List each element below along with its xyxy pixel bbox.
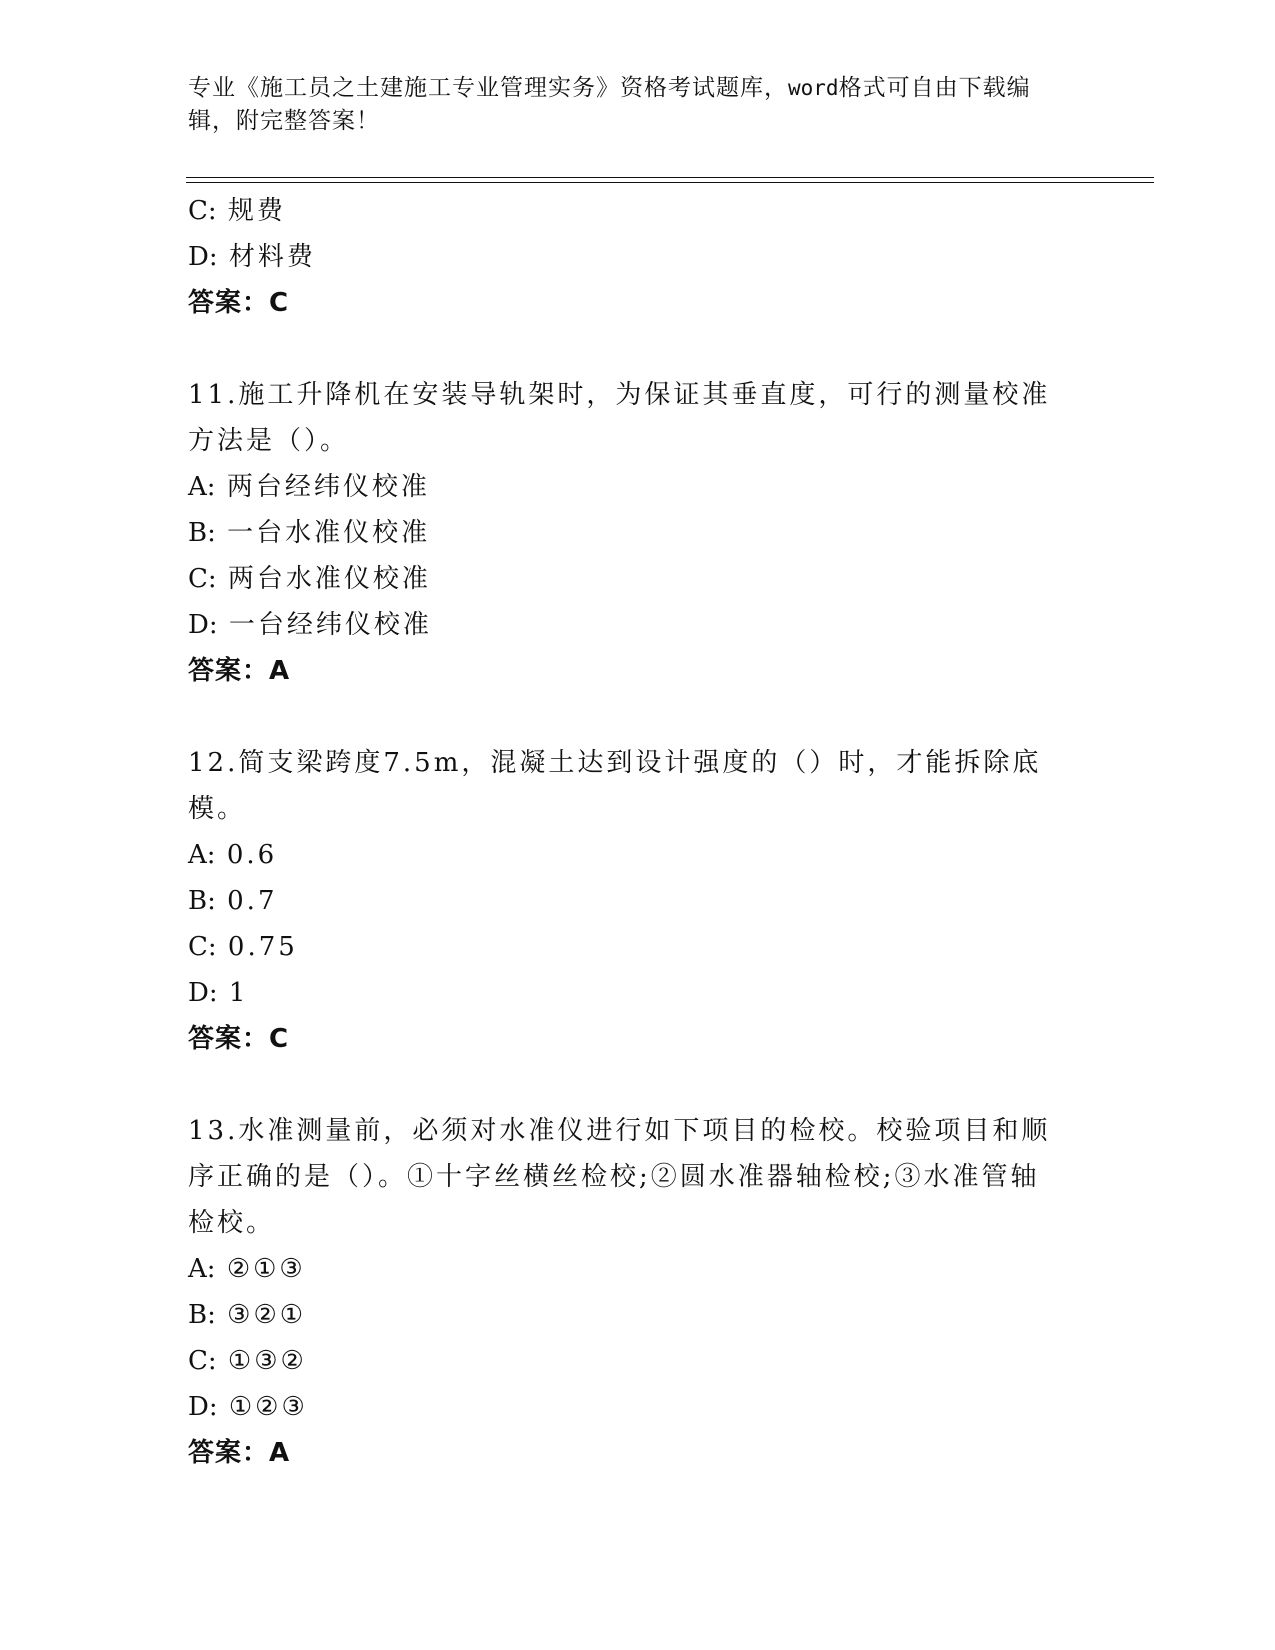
option-key: C: [188, 1346, 217, 1376]
option-key: B: [188, 518, 216, 548]
option-b [188, 510, 1088, 556]
option-c [188, 924, 1088, 970]
question-stem: 13.水准测量前，必须对水准仪进行如下项目的检校。校验项目和顺序正确的是（）。①十字丝横丝检校;②圆水准器轴检校;③水准管轴检校。 [188, 1116, 1051, 1238]
option-key: C: [188, 932, 217, 962]
option-b [188, 1292, 1088, 1338]
option-text: ②①③ [226, 1254, 306, 1284]
option-c [188, 188, 1088, 234]
spacer [188, 326, 1088, 372]
option-key: D: [188, 610, 218, 640]
option-d [188, 1384, 1088, 1430]
option-key: A: [188, 1254, 216, 1284]
answer-line: 答案：C [188, 288, 290, 318]
option-key: D: [188, 242, 218, 272]
option-key: B: [188, 886, 216, 916]
document-header [188, 72, 1068, 138]
spacer [188, 1062, 1088, 1108]
option-text: ①②③ [228, 1392, 308, 1422]
question-list [188, 188, 1088, 1476]
option-text: ①③② [227, 1346, 307, 1376]
question-12-block [188, 740, 1088, 1062]
option-c [188, 556, 1088, 602]
header-text-pre: 专业《施工员之土建施工专业管理实务》资格考试题库， [188, 75, 788, 101]
option-text: 一台经纬仪校准 [228, 610, 432, 640]
header-text-latin: word [788, 76, 839, 100]
question-stem: 12.简支梁跨度7.5m，混凝土达到设计强度的（）时，才能拆除底模。 [188, 748, 1042, 824]
question-stem: 11.施工升降机在安装导轨架时，为保证其垂直度，可行的测量校准方法是（）。 [188, 380, 1051, 456]
option-a [188, 464, 1088, 510]
answer-line: 答案：A [188, 1438, 291, 1468]
header-text-post: 格式可自由下载编 [838, 75, 1031, 101]
option-text: 规费 [227, 196, 286, 226]
option-key: C: [188, 564, 217, 594]
option-text: 材料费 [228, 242, 316, 272]
option-d [188, 234, 1088, 280]
option-text: 1 [228, 978, 249, 1008]
option-text: 两台水准仪校准 [227, 564, 431, 594]
spacer [188, 694, 1088, 740]
header-line-2: 辑，附完整答案！ [188, 108, 380, 134]
header-divider-top [186, 177, 1154, 178]
answer-line: 答案：C [188, 1024, 290, 1054]
option-d [188, 970, 1088, 1016]
option-text: 两台经纬仪校准 [226, 472, 430, 502]
option-d [188, 602, 1088, 648]
answer-line: 答案：A [188, 656, 291, 686]
option-c [188, 1338, 1088, 1384]
option-key: D: [188, 1392, 218, 1422]
option-text: 0.6 [226, 840, 278, 870]
option-key: B: [188, 1300, 216, 1330]
option-key: A: [188, 472, 216, 502]
option-a [188, 832, 1088, 878]
prev-question-block [188, 188, 1088, 326]
header-line-1 [188, 72, 1068, 105]
option-text: 0.7 [227, 886, 278, 916]
option-key: C: [188, 196, 217, 226]
question-11-block [188, 372, 1088, 694]
option-text: 0.75 [227, 932, 298, 962]
option-a [188, 1246, 1088, 1292]
option-b [188, 878, 1088, 924]
option-key: A: [188, 840, 216, 870]
header-divider-bottom [186, 182, 1154, 183]
option-key: D: [188, 978, 218, 1008]
option-text: 一台水准仪校准 [227, 518, 431, 548]
option-text: ③②① [227, 1300, 307, 1330]
question-13-block [188, 1108, 1088, 1476]
